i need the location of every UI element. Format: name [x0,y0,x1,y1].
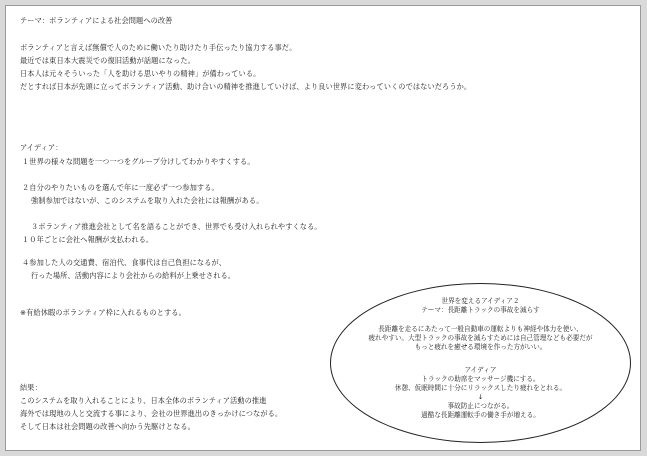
ellipse-title: 世界を変えるアイディア２ [441,297,520,305]
idea-item-2-detail: 強制参加ではないが、このシステムを取り入れた会社には報酬がある。 [31,196,264,205]
idea-item-3: ３ボランティア推進会社として名を語ることができ、世界でも受け入れられやすくなる。 [31,222,322,231]
ellipse-body-line: 長距離を走るにあたって一般自動車の運転よりも神経や体力を使い、 [378,325,583,333]
ellipse-theme: テーマ：長距離トラックの事故を減らす [421,306,540,314]
ellipse-outcome-line: 事故防止につながる。 [447,402,514,410]
theme-heading: テーマ：ボランティアによる社会問題への改善 [20,16,173,25]
result-line: 海外では現地の人と交流する事により、会社の世界進出のきっかけにつながる。 [20,409,283,418]
idea-item-2: ２自分のやりたいものを選んで年に一度必ず一つ参加する。 [22,183,219,192]
ellipse-outcome-line: 過酷な長距離運転手の働き手が増える。 [421,411,540,419]
ellipse-body-line: 疲れやすい。大型トラックの事故を減らすためには自己管理なども必要だが [368,334,593,342]
idea-item-4-detail: 行った場所、活動内容により会社からの給料が上乗せされる。 [31,271,236,280]
idea-heading: アイディア： [20,143,63,152]
result-line: このシステムを取り入れることにより、日本全体のボランティア活動の推進 [20,396,267,405]
result-line: そして日本は社会問題の改善へ向かう先駆けとなる。 [20,422,195,431]
down-arrow-icon: ↓ [477,393,484,401]
intro-line: 最近では東日本大震災での復旧活動が話題になった。 [20,56,195,65]
result-heading: 結果： [20,383,42,392]
ellipse-body-line: もっと疲れを癒せる環境を作った方がいい。 [414,343,547,351]
ellipse-idea-heading: アイディア [464,366,497,374]
note: ※有給休暇のボランティア枠に入れるものとする。 [20,308,186,317]
intro-line: ボランティアと言えば無償で人のために働いたり助けたり手伝ったり協力する事だ。 [20,43,297,52]
ellipse-idea-line: 休憩、仮眠時間に十分にリラックスしたり疲れをとれる。 [394,384,567,392]
intro-line: 日本人は元々そういった「人を助ける思いやりの精神」が備わっている。 [20,69,261,78]
idea-item-4: ４参加した人の交通費、宿泊代、食事代は自己負担になるが、 [22,258,227,267]
idea-item-1: １世界の様々な問題を一つ一つをグループ分けしてわかりやすくする。 [22,157,255,166]
intro-line: だとすれば日本が先頭に立ってボランティア活動、助け合いの精神を推進していけば、より良い世界に変わっていくのではないだろうか。 [20,82,472,91]
ellipse-idea-line: トラックの助席をマッサージ機にする。 [421,375,540,383]
idea-item-3-detail: １０年ごとに会社へ報酬が支払われる。 [22,235,154,244]
